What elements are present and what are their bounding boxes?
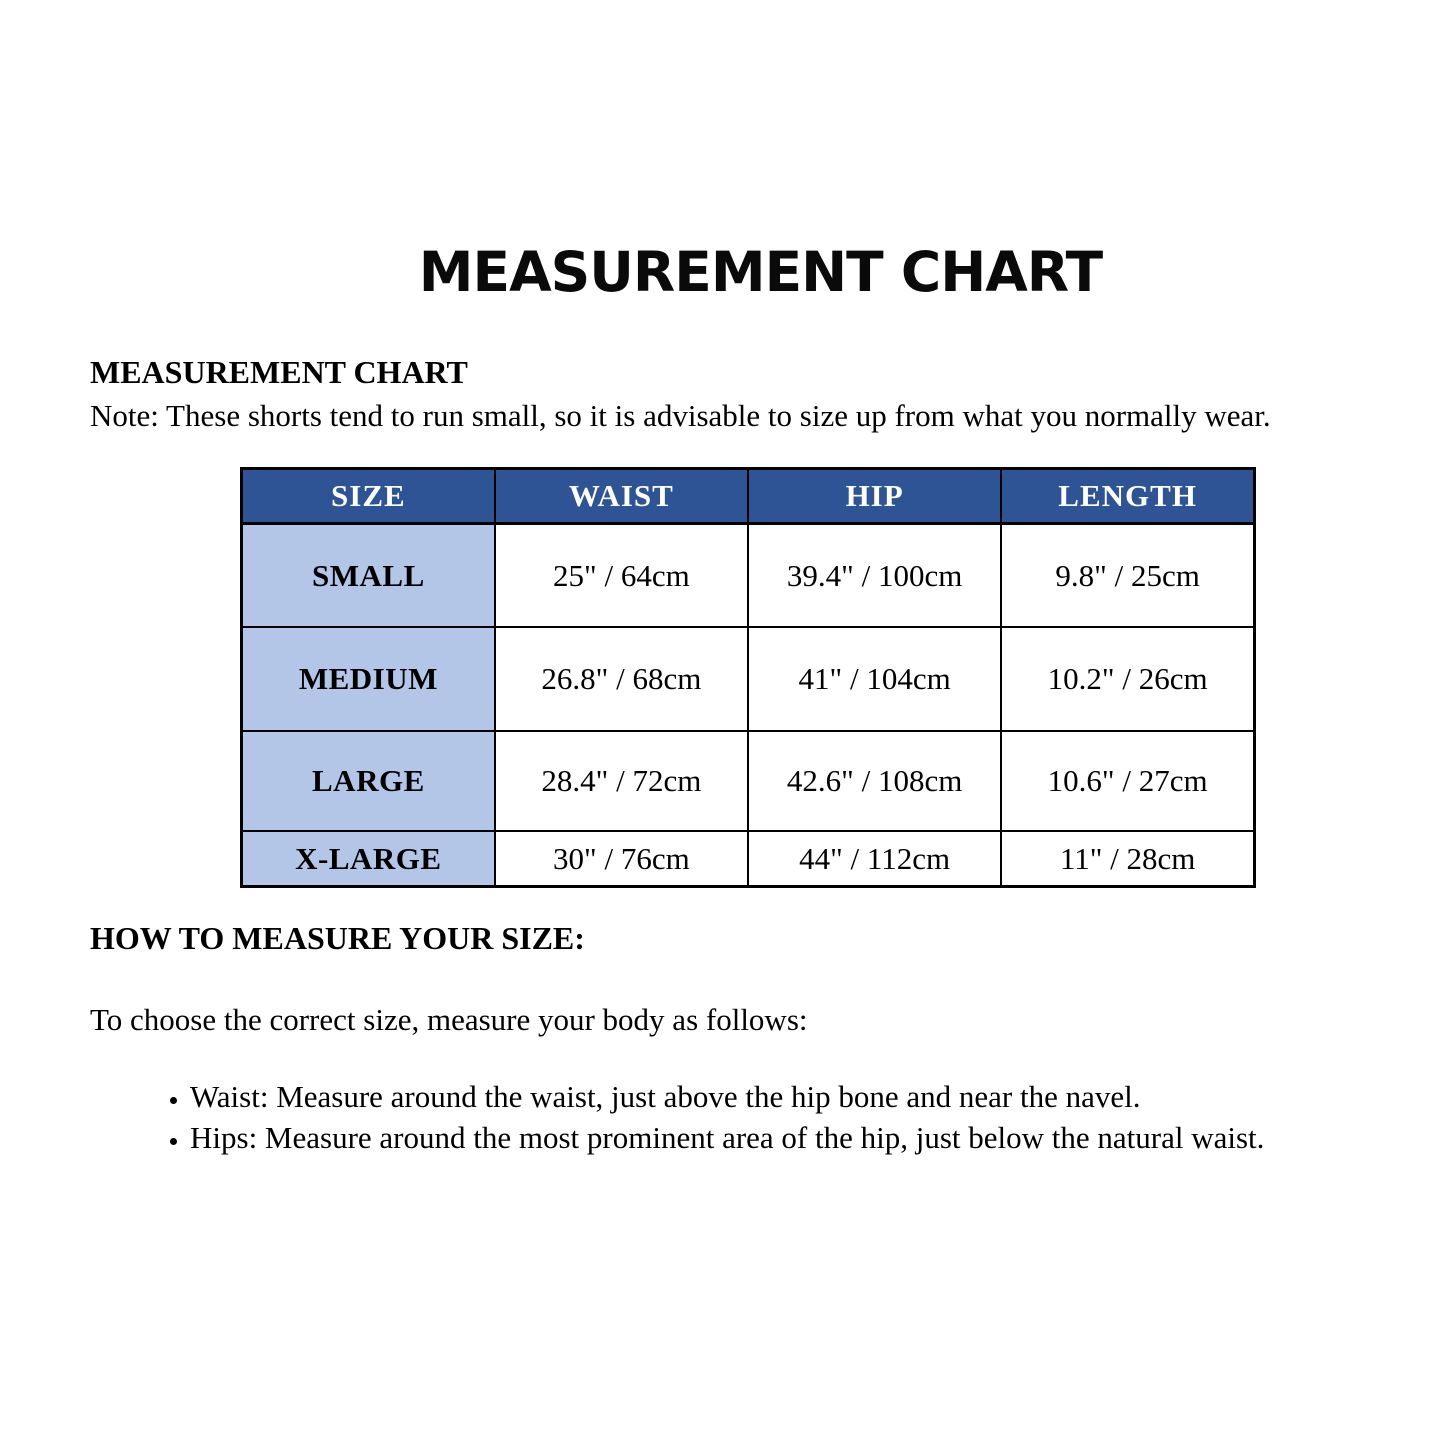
table-row-medium bbox=[242, 627, 1255, 731]
waist-value-cell: 28.4" / 72cm bbox=[495, 731, 748, 831]
header-cell-size: SIZE bbox=[242, 469, 495, 524]
hips-instruction-item: • Hips: Measure around the most prominent area of the hip, just below the natural waist. bbox=[190, 1117, 1264, 1158]
header-cell-hip: HIP bbox=[748, 469, 1001, 524]
length-value-cell: 9.8" / 25cm bbox=[1001, 524, 1254, 628]
how-to-measure-heading: HOW TO MEASURE YOUR SIZE: bbox=[90, 920, 585, 956]
size-label-cell: SMALL bbox=[242, 524, 495, 628]
waist-value-cell: 30" / 76cm bbox=[495, 831, 748, 887]
page-title: MEASUREMENT CHART bbox=[418, 240, 1103, 304]
measure-instructions-list bbox=[90, 1076, 1264, 1158]
size-label-cell: LARGE bbox=[242, 731, 495, 831]
waist-instruction-item: • Waist: Measure around the waist, just above the hip bone and near the navel. bbox=[190, 1076, 1264, 1117]
measurement-table bbox=[240, 467, 1256, 888]
size-label-cell: X-LARGE bbox=[242, 831, 495, 887]
waist-value-cell: 25" / 64cm bbox=[495, 524, 748, 628]
sizing-note: Note: These shorts tend to run small, so it is advisable to size up from what you normally wear. bbox=[90, 398, 1271, 433]
header-cell-waist: WAIST bbox=[495, 469, 748, 524]
table-header-row bbox=[242, 469, 1255, 524]
how-to-measure-intro: To choose the correct size, measure your body as follows: bbox=[90, 1002, 808, 1037]
table-row-small bbox=[242, 524, 1255, 628]
length-value-cell: 11" / 28cm bbox=[1001, 831, 1254, 887]
hip-value-cell: 41" / 104cm bbox=[748, 627, 1001, 731]
hip-value-cell: 39.4" / 100cm bbox=[748, 524, 1001, 628]
hip-value-cell: 42.6" / 108cm bbox=[748, 731, 1001, 831]
table-row-large bbox=[242, 731, 1255, 831]
length-value-cell: 10.2" / 26cm bbox=[1001, 627, 1254, 731]
length-value-cell: 10.6" / 27cm bbox=[1001, 731, 1254, 831]
size-label-cell: MEDIUM bbox=[242, 627, 495, 731]
waist-value-cell: 26.8" / 68cm bbox=[495, 627, 748, 731]
measurement-chart-heading: MEASUREMENT CHART bbox=[90, 354, 468, 390]
header-cell-length: LENGTH bbox=[1001, 469, 1254, 524]
hip-value-cell: 44" / 112cm bbox=[748, 831, 1001, 887]
table-row-xlarge bbox=[242, 831, 1255, 887]
